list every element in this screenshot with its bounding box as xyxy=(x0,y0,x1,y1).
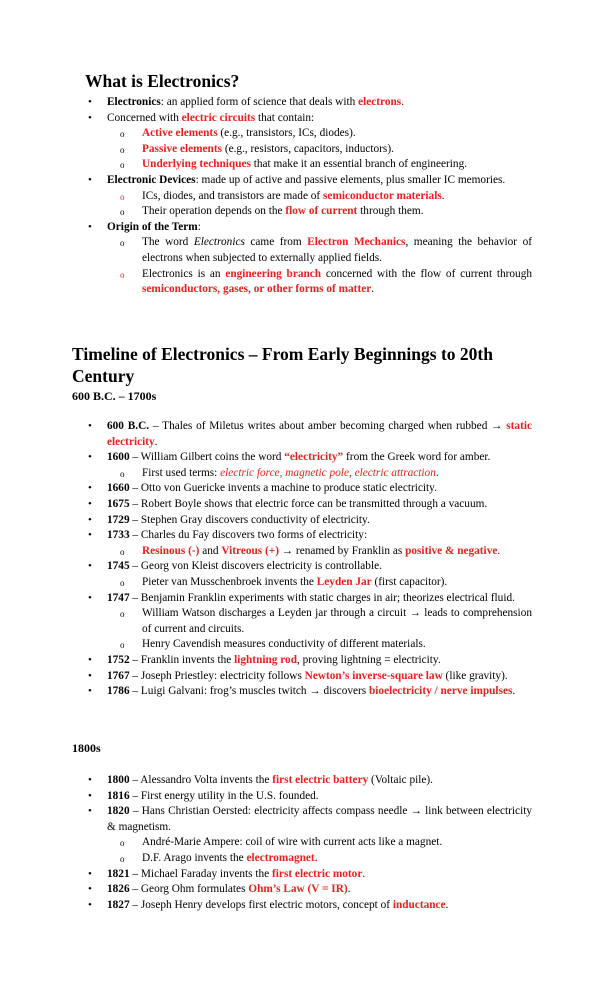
text-span: through them. xyxy=(357,205,424,218)
highlighted-term: “electricity” xyxy=(284,451,344,464)
hollow-bullet-icon: o xyxy=(120,238,125,249)
bullet-icon: • xyxy=(88,669,92,682)
sub-list-item xyxy=(0,466,532,482)
hollow-bullet-icon: o xyxy=(120,468,125,479)
highlighted-term: first electric battery xyxy=(272,774,369,786)
list-item xyxy=(0,450,532,466)
bold-term: 1816 xyxy=(107,789,130,802)
text-span: → renamed by Franklin as xyxy=(278,544,406,557)
list-item xyxy=(0,173,532,189)
text-span: and xyxy=(199,544,222,557)
highlighted-term: semiconductor materials xyxy=(323,189,442,202)
text-span: – Stephen Gray discovers conductivity of electricity. xyxy=(129,513,370,526)
bullet-icon: • xyxy=(88,774,92,786)
text-span: (Voltaic pile). xyxy=(368,774,433,786)
text-span: Concerned with xyxy=(107,111,182,124)
text-span: – Benjamin Franklin experiments with static charges in air; theorizes electrical fluid. xyxy=(129,591,515,604)
bold-term: 1752 xyxy=(107,653,130,666)
text-span: . xyxy=(314,851,318,864)
bullet-icon: • xyxy=(88,220,92,233)
list-item xyxy=(0,419,532,450)
text-span: (like gravity). xyxy=(442,669,508,682)
hollow-bullet-icon: o xyxy=(120,577,125,588)
sub-list-item xyxy=(0,575,532,591)
sub-list-item xyxy=(0,189,532,205)
sub-list-item xyxy=(0,142,532,158)
list-item xyxy=(0,867,532,883)
text-span: – Georg Ohm formulates xyxy=(129,883,249,896)
highlighted-term: positive & negative xyxy=(405,544,498,557)
list-item xyxy=(0,481,532,497)
list-item xyxy=(0,220,532,236)
text-span: from the Greek word for amber. xyxy=(343,451,491,464)
sub-list-item xyxy=(0,235,532,266)
hollow-bullet-icon: o xyxy=(120,207,125,218)
bullet-icon: • xyxy=(88,867,92,880)
text-span: . xyxy=(154,435,158,448)
text-span: . xyxy=(435,466,439,479)
text-span: : made up of active and passive elements, plus smaller IC memories. xyxy=(195,173,506,186)
text-span: . xyxy=(512,685,516,698)
highlighted-term: electric force, magnetic pole, electric attraction xyxy=(220,466,436,479)
bold-term: 1729 xyxy=(107,513,130,526)
list-item xyxy=(0,653,532,669)
bold-term: Electronics xyxy=(107,96,161,108)
text-span: First used terms: xyxy=(142,466,221,479)
text-span: . xyxy=(347,883,351,896)
text-span: The word xyxy=(142,236,194,249)
highlighted-term: engineering branch xyxy=(225,267,322,280)
highlighted-term: first electric motor xyxy=(272,867,363,880)
text-span: (e.g., resistors, capacitors, inductors). xyxy=(222,142,394,155)
text-span: , meaning the behavior of electrons when subjected to externally applied fields. xyxy=(142,236,532,264)
bold-term: 1747 xyxy=(107,591,130,604)
list-item xyxy=(0,804,532,835)
list-item xyxy=(0,513,532,529)
text-span: . xyxy=(497,544,501,557)
highlighted-term: Passive elements xyxy=(142,142,222,155)
text-span: came from xyxy=(244,236,308,249)
highlighted-term: electric circuits xyxy=(181,111,256,124)
text-span: – Michael Faraday invents the xyxy=(129,867,273,880)
highlighted-term: Leyden Jar xyxy=(316,575,372,588)
sub-list-item xyxy=(0,851,532,867)
hollow-bullet-icon: o xyxy=(120,609,125,620)
bold-term: 1600 xyxy=(107,451,130,464)
bold-term: Origin of the Term xyxy=(107,220,198,233)
timeline-list-600bc-1700s xyxy=(0,419,603,700)
bullet-icon: • xyxy=(88,789,92,802)
hollow-bullet-icon: o xyxy=(120,129,125,140)
sub-list-item xyxy=(0,157,532,173)
hollow-bullet-icon: o xyxy=(120,838,125,849)
bold-term: 1820 xyxy=(107,805,130,818)
highlighted-term: Underlying techniques xyxy=(142,158,251,171)
bullet-icon: • xyxy=(88,685,92,698)
highlighted-term: inductance xyxy=(392,898,446,911)
bullet-icon: • xyxy=(88,497,92,510)
bold-term: 1675 xyxy=(107,497,130,510)
list-item xyxy=(0,773,532,789)
text-span: William Watson discharges a Leyden jar through a circuit → leads to comprehension of current and circuits. xyxy=(142,607,532,635)
bullet-icon: • xyxy=(88,482,92,495)
highlighted-term: lightning rod xyxy=(234,653,297,666)
bullet-icon: • xyxy=(88,883,92,896)
bullet-icon: • xyxy=(88,805,92,818)
bold-term: 1826 xyxy=(107,883,130,896)
hollow-bullet-icon: o xyxy=(120,191,125,202)
bullet-icon: • xyxy=(88,591,92,604)
bullet-icon: • xyxy=(88,898,92,911)
sub-list-item xyxy=(0,126,532,142)
timeline-title: Timeline of Electronics – From Early Beginnings to 20th Century xyxy=(72,344,493,386)
text-span: : an applied form of science that deals with xyxy=(160,96,359,108)
text-span: – Luigi Galvani: frog’s muscles twitch → discovers xyxy=(129,685,369,698)
bullet-icon: • xyxy=(88,653,92,666)
text-span: . xyxy=(401,96,405,108)
text-span: that contain: xyxy=(255,111,315,124)
list-item xyxy=(0,95,532,111)
text-span: Their operation depends on the xyxy=(142,205,286,218)
bullet-icon: • xyxy=(88,560,92,573)
hollow-bullet-icon: o xyxy=(120,546,125,557)
text-span: – Joseph Henry develops first electric motors, concept of xyxy=(129,898,393,911)
page-title: What is Electronics? xyxy=(85,71,240,91)
text-span: (e.g., transistors, ICs, diodes). xyxy=(217,127,356,140)
bold-term: 1660 xyxy=(107,482,130,495)
highlighted-term: Active elements xyxy=(142,127,218,140)
sub-list-item xyxy=(0,204,532,220)
text-span: – Robert Boyle shows that electric force can be transmitted through a vacuum. xyxy=(129,497,488,510)
highlighted-term: Ohm’s Law (V = IR) xyxy=(248,883,348,896)
text-span: . xyxy=(441,189,445,202)
bold-term: 1786 xyxy=(107,685,130,698)
text-span: – Franklin invents the xyxy=(129,653,235,666)
bold-term: 1733 xyxy=(107,529,130,542)
list-item xyxy=(0,591,532,607)
text-span: Electronics is an xyxy=(142,267,226,280)
list-item xyxy=(0,684,532,700)
text-span: – Alessandro Volta invents the xyxy=(129,774,273,786)
highlighted-term: flow of current xyxy=(285,205,358,218)
text-span: : xyxy=(197,220,201,233)
bullet-icon: • xyxy=(88,111,92,124)
section-heading-600bc-1700s: 600 B.C. – 1700s xyxy=(72,389,157,403)
highlighted-term: semiconductors, gases, or other forms of matter xyxy=(142,283,372,296)
hollow-bullet-icon: o xyxy=(120,269,125,280)
highlighted-term: Vitreous (+) xyxy=(221,544,279,557)
bold-term: 1745 xyxy=(107,560,130,573)
hollow-bullet-icon: o xyxy=(120,144,125,155)
hollow-bullet-icon: o xyxy=(120,853,125,864)
list-item xyxy=(0,882,532,898)
highlighted-term: Electron Mechanics xyxy=(307,236,406,249)
bullet-icon: • xyxy=(88,173,92,186)
text-span: – Charles du Fay discovers two forms of electricity: xyxy=(129,529,368,542)
text-span: – First energy utility in the U.S. founded. xyxy=(129,789,319,802)
text-span: Pieter van Musschenbroek invents the xyxy=(142,575,317,588)
highlighted-term: static electricity xyxy=(107,420,532,448)
bullet-icon: • xyxy=(88,451,92,464)
sub-list-item xyxy=(0,835,532,851)
text-span: ICs, diodes, and transistors are made of xyxy=(142,189,324,202)
text-span: – William Gilbert coins the word xyxy=(129,451,285,464)
text-span: D.F. Arago invents the xyxy=(142,851,247,864)
bold-term: 1767 xyxy=(107,669,130,682)
hollow-bullet-icon: o xyxy=(120,640,125,651)
sub-list-item xyxy=(0,544,532,560)
list-item xyxy=(0,898,532,914)
text-span: André-Marie Ampere: coil of wire with current acts like a magnet. xyxy=(142,836,443,849)
bullet-icon: • xyxy=(88,529,92,542)
list-item xyxy=(0,559,532,575)
text-span: . xyxy=(362,867,366,880)
list-item xyxy=(0,789,532,805)
text-span: concerned with the flow of current through xyxy=(321,267,532,280)
sub-list-item xyxy=(0,267,532,298)
text-span: that make it an essential branch of engineering. xyxy=(250,158,468,171)
list-item xyxy=(0,497,532,513)
text-span: – Joseph Priestley: electricity follows xyxy=(129,669,305,682)
text-span: – Georg von Kleist discovers electricity is controllable. xyxy=(129,560,382,573)
highlighted-term: electromagnet xyxy=(246,851,315,864)
sub-list-item xyxy=(0,637,532,653)
sub-list-item xyxy=(0,606,532,637)
highlighted-term: electrons xyxy=(358,96,402,108)
text-span: , proving lightning = electricity. xyxy=(296,653,441,666)
text-span: – Thales of Miletus writes about amber becoming charged when rubbed → xyxy=(149,420,507,432)
bold-term: 1800 xyxy=(107,774,130,786)
bullet-icon: • xyxy=(88,96,92,108)
bullet-icon: • xyxy=(88,420,92,432)
timeline-list-1800s xyxy=(0,773,603,913)
text-span: – Otto von Guericke invents a machine to produce static electricity. xyxy=(129,482,437,495)
bold-term: Electronic Devices xyxy=(107,173,196,186)
text-span: . xyxy=(371,283,375,296)
highlighted-term: Resinous (-) xyxy=(142,544,200,557)
list-item xyxy=(0,669,532,685)
bold-term: 1827 xyxy=(107,898,130,911)
text-span: (first capacitor). xyxy=(371,575,448,588)
highlighted-term: Newton’s inverse-square law xyxy=(304,669,443,682)
text-span: – Hans Christian Oersted: electricity affects compass needle → link between electricity & magnetism. xyxy=(107,805,532,833)
section-heading-1800s: 1800s xyxy=(72,741,101,755)
bullet-icon: • xyxy=(88,513,92,526)
bold-term: 1821 xyxy=(107,867,130,880)
list-item xyxy=(0,528,532,544)
text-span: Electronics xyxy=(193,236,245,249)
text-span: . xyxy=(445,898,449,911)
highlighted-term: bioelectricity / nerve impulses xyxy=(369,685,513,698)
list-item xyxy=(0,111,532,127)
bold-term: 600 B.C. xyxy=(107,420,150,432)
what-is-electronics-list xyxy=(0,95,603,298)
text-span: Henry Cavendish measures conductivity of different materials. xyxy=(142,638,426,651)
hollow-bullet-icon: o xyxy=(120,160,125,171)
